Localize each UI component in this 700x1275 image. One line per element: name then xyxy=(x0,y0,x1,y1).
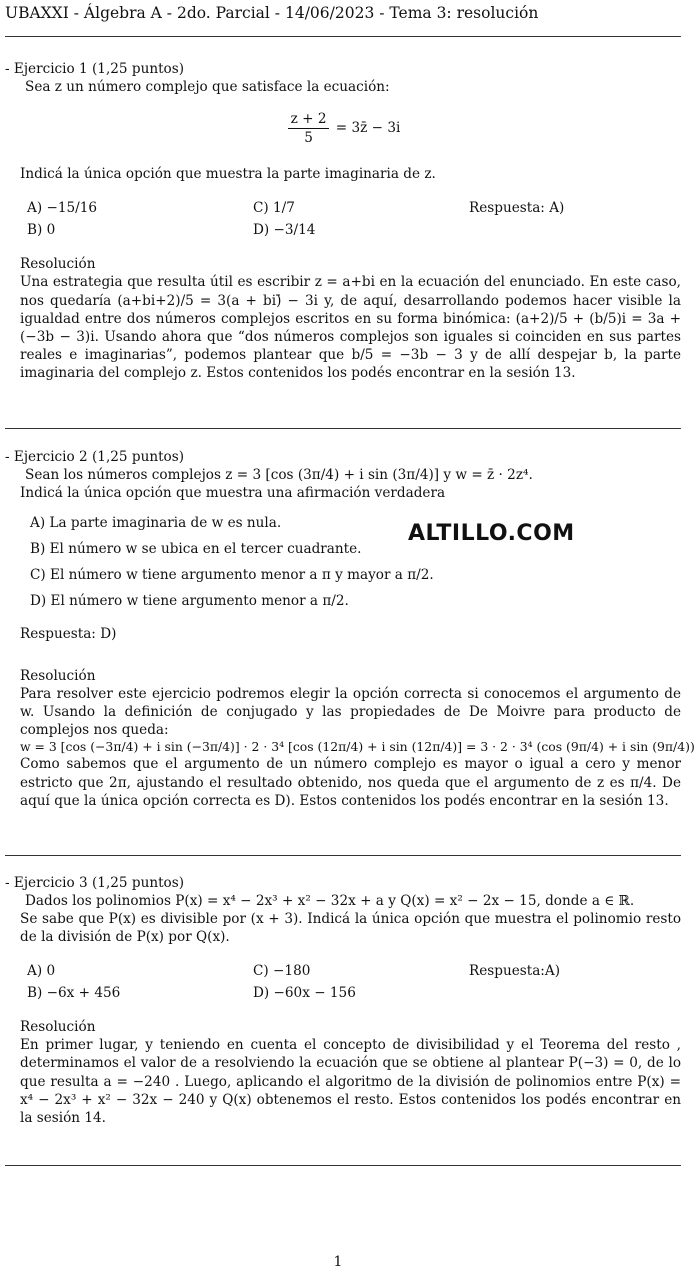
exercise-2-resolution-equation: w = 3 [cos (−3π/4) + i sin (−3π/4)] · 2 · 3⁴ [cos (12π/4) + i sin (12π/4)] = 3 · 2 · 3⁴ (cos (9π/4) + i sin (9π/4)) xyxy=(20,738,695,754)
option-c: C) 1/7 xyxy=(253,200,295,217)
exercise-1-resolution-text: Una estrategia que resulta útil es escribir z = a+bi en la ecuación del enunciado. En este caso, nos quedaría (a+bi+2)/5 = 3(a + bi)̄ − 3i y, de aquí, desarrollando podemos hacer visible la igualdad entre dos números complejos escritos en su forma binómica: (a+2)/5 + (b/5)i = 3a + (−3b − 3)i. Usando ahora que “dos números complejos son iguales si coinciden en sus partes reales e imaginarias”, podemos plantear que b/5 = −3b − 3 y de allí despejar b, la parte imaginaria del complejo z. Estos contenidos los podés encontrar en la sesión 13. xyxy=(20,274,681,381)
exercise-1 xyxy=(5,60,681,382)
exercise-3-options xyxy=(5,962,681,1002)
option-c: C) −180 xyxy=(253,963,311,980)
equation-numerator: z + 2 xyxy=(288,110,330,129)
section-divider-2 xyxy=(5,855,681,856)
exercise-3-resolution-text: En primer lugar, y teniendo en cuenta el concepto de divisibilidad y el Teorema del resto , determinamos el valor de a resolviendo la ecuación que se obtiene al plantear P(−3) = 0, de lo que resulta a = −240 . Luego, aplicando el algoritmo de la división de polinomios entre P(x) = x⁴ − 2x³ + x² − 32x − 240 y Q(x) obtenemos el resto. Estos contenidos los podés encontrar en la sesión 14. xyxy=(20,1037,681,1126)
exercise-3-question: Se sabe que P(x) es divisible por (x + 3). Indicá la única opción que muestra el polinomio resto de la división de P(x) por Q(x). xyxy=(20,911,681,946)
equation-fraction xyxy=(288,110,330,147)
exercise-3 xyxy=(5,874,681,1127)
section-divider-3 xyxy=(5,1165,681,1166)
equation-rhs: = 3z̄ − 3i xyxy=(335,120,401,137)
option-a: A) 0 xyxy=(27,963,56,980)
answer: Respuesta: A) xyxy=(469,200,565,217)
exercise-1-statement: Sea z un número complejo que satisface la ecuación: xyxy=(25,79,390,96)
option-a: A) La parte imaginaria de w es nula. xyxy=(30,515,282,532)
answer: Respuesta:A) xyxy=(469,963,561,980)
exercise-1-question: Indicá la única opción que muestra la parte imaginaria de z. xyxy=(20,166,436,183)
option-c: C) El número w tiene argumento menor a π y mayor a π/2. xyxy=(30,567,434,584)
option-d: D) −60x − 156 xyxy=(253,985,356,1002)
header-divider xyxy=(5,36,681,37)
exercise-1-equation xyxy=(5,110,681,147)
exercise-2-statement: Sean los números complejos z = 3 [cos (3π/4) + i sin (3π/4)] y w = z̄ · 2z⁴. xyxy=(25,467,533,484)
option-b: B) 0 xyxy=(27,222,56,239)
option-d: D) −3/14 xyxy=(253,222,316,239)
exercise-2-resolution-text-2: Como sabemos que el argumento de un número complejo es mayor o igual a cero y menor estricto que 2π, ajustando el resultado obtenido, nos queda que el argumento de z es π/4. De aquí que la única opción correcta es D). Estos contenidos los podés encontrar en la sesión 13. xyxy=(20,756,681,809)
option-a: A) −15/16 xyxy=(27,200,98,217)
exercise-3-statement: Dados los polinomios P(x) = x⁴ − 2x³ + x² − 32x + a y Q(x) = x² − 2x − 15, donde a ∈ ℝ. xyxy=(25,893,635,910)
page-number: 1 xyxy=(333,1254,343,1270)
option-b: B) El número w se ubica en el tercer cuadrante. xyxy=(30,541,362,558)
exercise-2-title: - Ejercicio 2 (1,25 puntos) xyxy=(5,449,185,465)
exercise-2-options xyxy=(5,514,681,610)
exercise-3-title: - Ejercicio 3 (1,25 puntos) xyxy=(5,875,185,891)
exercise-1-resolution-title: Resolución xyxy=(20,256,96,273)
document-header: UBAXXI - Álgebra A - 2do. Parcial - 14/06/2023 - Tema 3: resolución xyxy=(5,4,539,22)
equation-denominator: 5 xyxy=(304,130,313,147)
option-d: D) El número w tiene argumento menor a π/2. xyxy=(30,593,349,610)
exercise-3-resolution-title: Resolución xyxy=(20,1019,96,1036)
exercise-2-resolution-text-1: Para resolver este ejercicio podremos elegir la opción correcta si conocemos el argumento de w. Usando la definición de conjugado y las propiedades de De Moivre para producto de complejos nos queda: xyxy=(20,685,681,738)
exercise-2-question: Indicá la única opción que muestra una afirmación verdadera xyxy=(20,485,446,502)
section-divider-1 xyxy=(5,428,681,429)
exercise-1-title: - Ejercicio 1 (1,25 puntos) xyxy=(5,61,185,77)
exercise-1-options xyxy=(5,199,681,239)
exercise-2-answer: Respuesta: D) xyxy=(20,625,117,642)
option-b: B) −6x + 456 xyxy=(27,985,121,1002)
exercise-2 xyxy=(5,448,695,810)
exercise-2-resolution-title: Resolución xyxy=(20,667,96,684)
watermark-logo: ALTILLO.COM xyxy=(408,521,575,546)
